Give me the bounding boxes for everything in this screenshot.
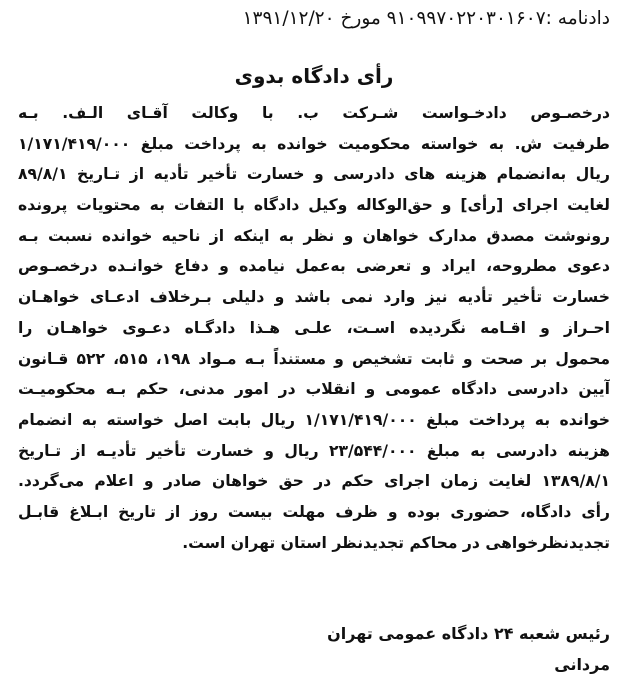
signature-block	[18, 618, 610, 680]
judge-name: مردانی	[554, 655, 610, 674]
case-number-header: دادنامه :۹۱۰۹۹۷۰۲۲۰۳۰۱۶۰۷ مورخ ۱۳۹۱/۱۲/۲۰	[242, 8, 610, 29]
ruling-line-6: دعوی مطروحه، ایراد و تعرضی به‌عمل نیامده و دفاع خوانـده درخصـوص	[18, 257, 610, 276]
ruling-line-2: طرفیت ش. به خواسته محکومیت خوانده به پرداخت مبلغ ۱/۱۷۱/۴۱۹/۰۰۰	[18, 134, 610, 153]
ruling-line-9: محمول بر صحت و ثابت تشخیص و مستنداً بـه مـواد ۱۹۸، ۵۱۵، ۵۲۲ قـانون	[18, 349, 610, 368]
ruling-line-7: خسارت تأخیر تأدیه نیز وارد نمی باشد و دلیلی بـرخلاف ادعـای خواهـان	[18, 288, 610, 307]
ruling-line-10: آیین دادرسی دادگاه عمومی و انقلاب در امور مدنی، حکم بـه محکومیـت	[18, 380, 610, 399]
document-title: رأی دادگاه بدوی	[234, 64, 394, 88]
ruling-line-1: درخصـوص دادخـواست شـرکت ب. با وکالت آقـای الـف. بـه	[18, 104, 610, 122]
ruling-line-3: ریال به‌انضمام هزینه های دادرسی و خسارت تأخیر تأدیه از تـاریخ ۸۹/۸/۱	[18, 165, 610, 184]
ruling-line-13: ۱۳۸۹/۸/۱ لغایت زمان اجرای حکم در حق خواهان صادر و اعلام می‌گردد.	[18, 472, 610, 491]
ruling-line-4: لغایت اجرای [رأی] و حق‌الوکاله وکیل دادگاه با التفات به محتویات پرونده	[18, 196, 610, 215]
ruling-line-12: هزینه دادرسی به مبلغ ۲۳/۵۴۴/۰۰۰ ریال و خسارت تأخیر تأدیـه از تـاریخ	[18, 441, 610, 460]
ruling-line-11: خوانده به پرداخت مبلغ ۱/۱۷۱/۴۱۹/۰۰۰ ریال بابت اصل خواسته به انضمام	[18, 410, 610, 429]
ruling-body	[18, 98, 610, 558]
ruling-line-5: رونوشت مصدق مدارک خواهان و نظر به اینکه از ناحیه خوانده نسبت بـه	[18, 226, 610, 245]
ruling-line-8: احـراز و اقـامه نگردیده اسـت، علـی هـذا دادگـاه دعـوی خواهـان را	[18, 318, 610, 337]
ruling-line-15: تجدیدنظرخواهی در محاکم تجدیدنظر استان تهران است.	[182, 533, 610, 552]
ruling-line-14: رأی دادگاه، حضوری بوده و ظرف مهلت بیست روز از تاریخ ابـلاغ قابـل	[18, 502, 610, 521]
court-branch-head: رئیس شعبه ۲۴ دادگاه عمومی تهران	[327, 624, 610, 643]
